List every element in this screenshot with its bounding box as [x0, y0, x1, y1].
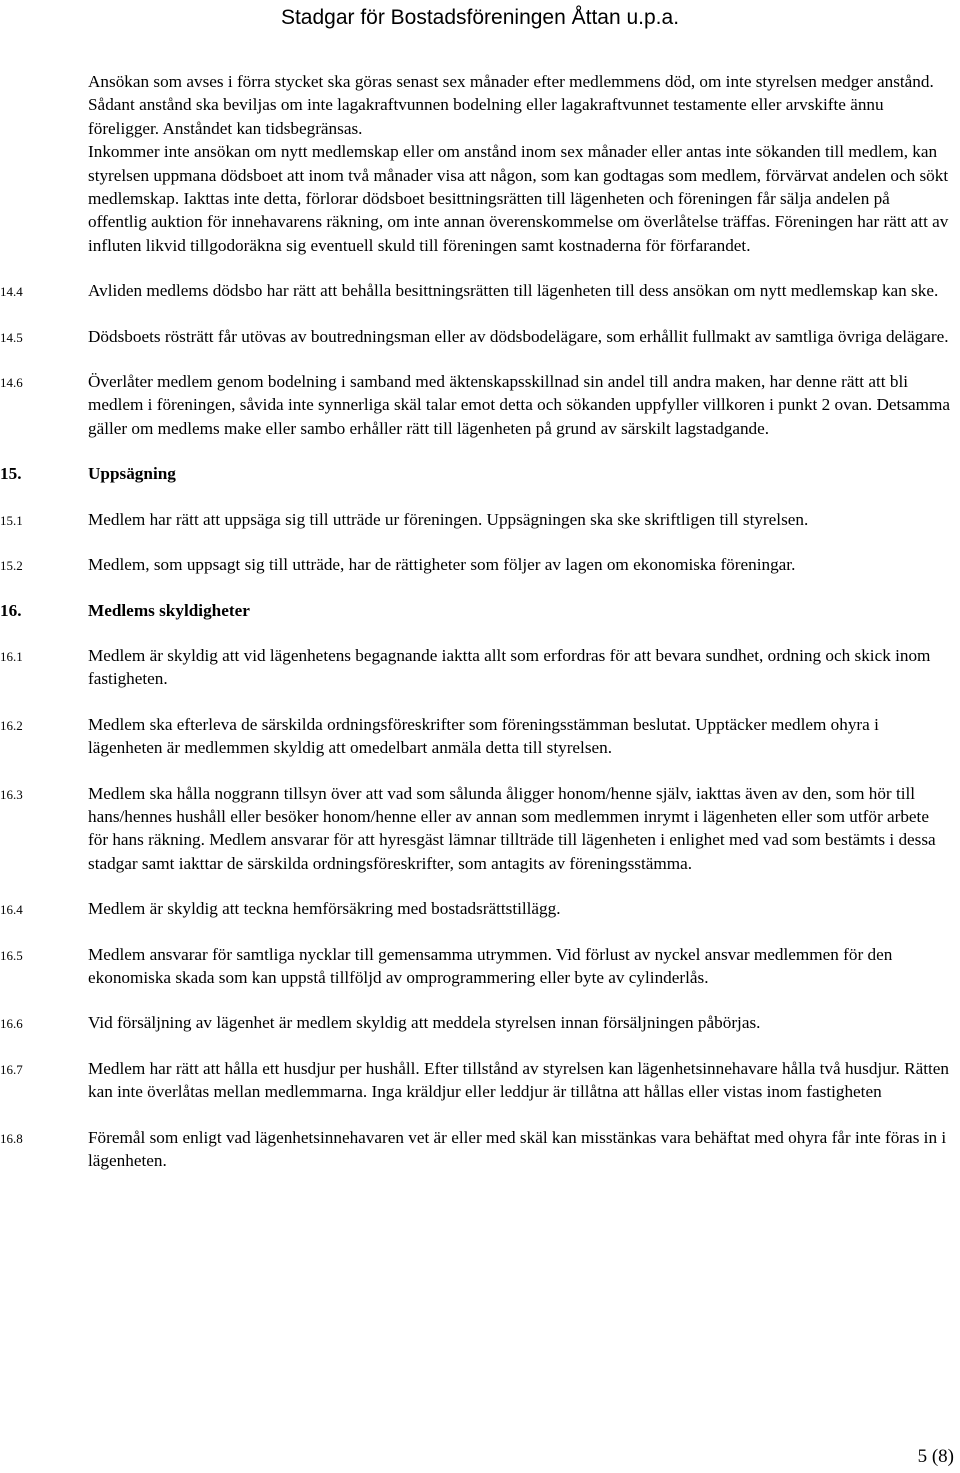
section-title: Uppsägning — [88, 464, 176, 484]
clause-number: 16.1 — [0, 648, 23, 664]
clause-16-4 — [0, 897, 960, 920]
clause-16-1 — [0, 644, 960, 691]
clause-text: Överlåter medlem genom bodelning i samband med äktenskapsskillnad sin andel till andra maken, har denne rätt att bli medlem i föreningen, såvida inte synnerliga skäl talar emot detta och sökanden uppfyller villkoren i punkt 2 ovan. Detsamma gäller om medlems make eller sambo erhåller rätt till lägenheten på grund av särskilt lagstadgande. — [88, 372, 951, 438]
clause-text: Medlem har rätt att uppsäga sig till utträde ur föreningen. Uppsägningen ska ske skriftligen till styrelsen. — [88, 509, 809, 529]
clause-15-1 — [0, 508, 960, 531]
intro-paragraph-2: Inkommer inte ansökan om nytt medlemskap eller om anstånd inom sex månader eller antas inte sökanden till medlem, kan styrelsen uppmana dödsboet att inom två månader visa att någon, som kan godtagas som medlem, förvärvat andelen och sökt medlemskap. Iakttas inte detta, förlorar dödsboet besittningsrätten till lägenheten och föreningen får sälja andelen på offentlig auktion för innehavarens räkning, om inte annan överenskommelse om överlåtelse träffas. Föreningen har rätt att av influten likvid tillgodoräkna sig eventuell skuld till föreningen samt kostnaderna för förfarandet. — [88, 142, 949, 255]
clause-text: Medlem, som uppsagt sig till utträde, har de rättigheter som följer av lagen om ekonomiska föreningar. — [88, 555, 796, 575]
document-body — [0, 70, 960, 1172]
clause-number: 16.4 — [0, 902, 23, 918]
clause-number: 14.4 — [0, 284, 23, 300]
clause-number: 15.1 — [0, 512, 23, 528]
clause-number: 16.3 — [0, 786, 23, 802]
clause-text: Avliden medlems dödsbo har rätt att behålla besittningsrätten till lägenheten till dess ansökan om nytt medlemskap kan ske. — [88, 281, 939, 301]
clause-number: 16.5 — [0, 947, 23, 963]
clause-16-2 — [0, 713, 960, 760]
section-16-heading — [0, 599, 960, 622]
clause-text: Vid försäljning av lägenhet är medlem skyldig att meddela styrelsen innan försäljningen påbörjas. — [88, 1013, 761, 1033]
clause-text: Medlem ansvarar för samtliga nycklar till gemensamma utrymmen. Vid förlust av nyckel ansvar medlemmen för den ekonomiska skada som kan uppstå tillföljd av omprogrammering eller byte av cylinderlås. — [88, 944, 893, 987]
clause-number: 16.6 — [0, 1016, 23, 1032]
page-number: 5 (8) — [917, 1446, 954, 1467]
intro-paragraph-1: Ansökan som avses i förra stycket ska göras senast sex månader efter medlemmens död, om inte styrelsen medger anstånd. Sådant anstånd ska beviljas om inte lagakraftvunnen bodelning eller lagakraftvunnet testamente eller arvskifte ännu föreligger. Anståndet kan tidsbegränsas. — [88, 72, 934, 138]
page-header-title: Stadgar för Bostadsföreningen Åttan u.p.a. — [280, 6, 680, 29]
clause-text: Medlem ska efterleva de särskilda ordningsföreskrifter som föreningsstämman beslutat. Upptäcker medlem ohyra i lägenheten är medlemmen skyldig att omedelbart anmäla detta till styrelsen. — [88, 714, 879, 758]
clause-number: 16.2 — [0, 717, 23, 733]
section-title: Medlems skyldigheter — [88, 600, 250, 620]
clause-16-5 — [0, 943, 960, 990]
clause-number: 14.6 — [0, 375, 23, 391]
clause-number: 16.8 — [0, 1130, 23, 1146]
clause-14-5 — [0, 325, 960, 348]
clause-15-2 — [0, 553, 960, 576]
clause-text: Medlem har rätt att hålla ett husdjur per hushåll. Efter tillstånd av styrelsen kan lägenhetsinnehavare hålla två husdjur. Rätten kan inte överlåtas mellan medlemmarna. Inga kräldjur eller leddjur är tillåtna att hållas eller vistas inom fastigheten — [88, 1058, 950, 1102]
clause-text: Medlem är skyldig att vid lägenhetens begagnande iaktta allt som erfordras för att bevara sundhet, ordning och skick inom fastigheten. — [88, 645, 931, 689]
clause-16-3 — [0, 782, 960, 876]
clause-16-6 — [0, 1011, 960, 1034]
section-number: 16. — [0, 600, 22, 620]
section-15-heading — [0, 462, 960, 485]
section-number: 15. — [0, 464, 22, 484]
clause-14-4 — [0, 279, 960, 302]
clause-16-7 — [0, 1057, 960, 1104]
clause-14-6 — [0, 370, 960, 440]
clause-number: 16.7 — [0, 1061, 23, 1077]
clause-text: Medlem är skyldig att teckna hemförsäkring med bostadsrättstillägg. — [88, 899, 561, 919]
clause-number: 15.2 — [0, 558, 23, 574]
clause-text: Dödsboets rösträtt får utövas av boutredningsman eller av dödsbodelägare, som erhållit fullmakt av samtliga övriga delägare. — [88, 326, 949, 346]
clause-number: 14.5 — [0, 329, 23, 345]
clause-text: Medlem ska hålla noggrann tillsyn över att vad som sålunda åligger honom/henne själv, iakttas även av den, som hör till hans/hennes hushåll eller besöker honom/henne eller av annan som medlemmen inrymt i lägenheten eller som utför arbete för hans räkning. Medlem ansvarar för att hyresgäst lämnar tillträde till lägenheten i enlighet med vad som bestämts i dessa stadgar samt iakttar de särskilda ordningsföreskrifter, som antagits av föreningsstämma. — [88, 783, 936, 873]
clause-text: Föremål som enligt vad lägenhetsinnehavaren vet är eller med skäl kan misstänkas vara behäftat med ohyra får inte föras in i lägenheten. — [88, 1127, 947, 1170]
clause-16-8 — [0, 1126, 960, 1173]
